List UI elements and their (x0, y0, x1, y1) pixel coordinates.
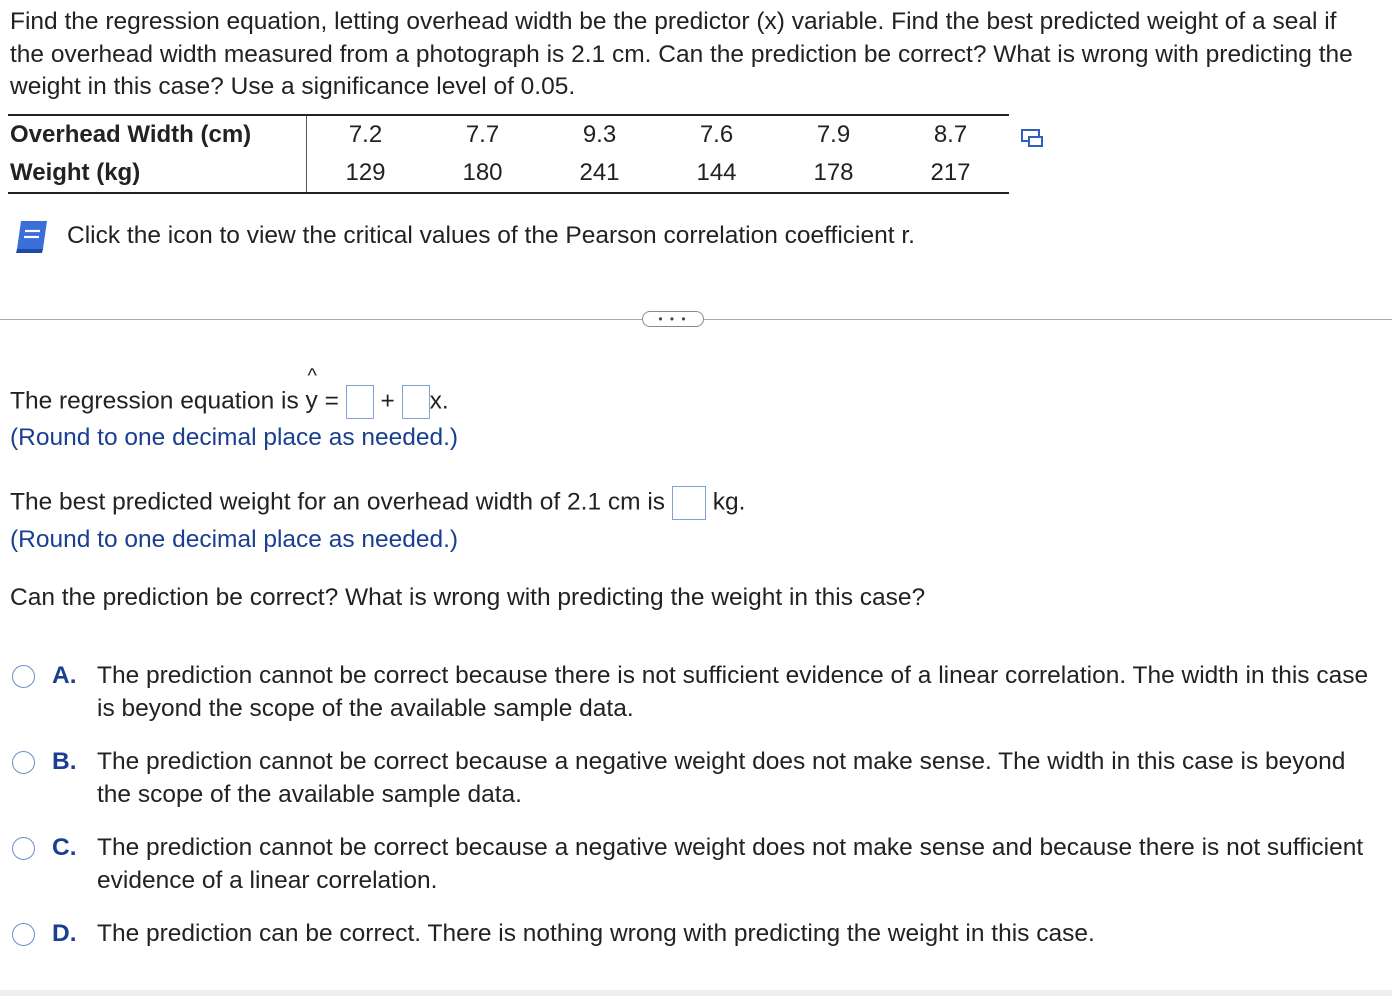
width-value: 7.6 (658, 115, 775, 154)
width-value: 8.7 (892, 115, 1009, 154)
option-d[interactable] (12, 918, 1372, 951)
book-icon[interactable] (12, 216, 52, 256)
info-text: Click the icon to view the critical values of the Pearson correlation coefficient r. (67, 222, 915, 249)
intercept-input[interactable] (346, 385, 374, 419)
data-table (8, 114, 1009, 194)
radio-b[interactable] (12, 751, 35, 774)
prediction-hint: (Round to one decimal place as needed.) (10, 526, 459, 553)
option-letter: D. (52, 920, 77, 947)
weight-value: 178 (775, 154, 892, 193)
weight-value: 144 (658, 154, 775, 193)
bottom-scroll-strip (0, 990, 1392, 996)
hat-symbol: ^ (307, 365, 317, 388)
radio-c[interactable] (12, 837, 35, 860)
option-text: The prediction cannot be correct because a negative weight does not make sense. The width in this case is beyond the scope of the available sample data. (97, 748, 1346, 808)
width-value: 9.3 (541, 115, 658, 154)
plus-sign: + (380, 387, 395, 415)
width-value: 7.2 (307, 115, 425, 154)
regression-line (10, 365, 449, 419)
row-label-weight: Weight (kg) (8, 154, 307, 193)
prediction-line (10, 486, 745, 520)
option-c[interactable] (12, 832, 1372, 897)
radio-a[interactable] (12, 665, 35, 688)
x-suffix: x. (429, 387, 449, 415)
weight-value: 180 (424, 154, 541, 193)
table-row-weight (8, 154, 1009, 193)
slope-input[interactable] (402, 385, 430, 419)
predicted-weight-input[interactable] (672, 486, 706, 520)
prediction-unit: kg. (712, 488, 746, 516)
option-b[interactable] (12, 746, 1372, 811)
followup-question: Can the prediction be correct? What is wrong with predicting the weight in this case? (10, 584, 926, 611)
more-options-button[interactable]: • • • (642, 311, 704, 327)
option-letter: A. (52, 662, 77, 689)
weight-value: 241 (541, 154, 658, 193)
option-text: The prediction cannot be correct because a negative weight does not make sense and because there is not sufficient evidence of a linear correlation. (97, 834, 1364, 894)
critical-values-info (12, 216, 915, 256)
copy-data-icon[interactable] (1021, 128, 1045, 148)
radio-d[interactable] (12, 923, 35, 946)
regression-hint: (Round to one decimal place as needed.) (10, 424, 459, 451)
question-text: Find the regression equation, letting overhead width be the predictor (x) variable. Find the best predicted weight of a seal if the overhead width measured from a photograph is 2.1 cm. Can the prediction be correct? What is wrong with predicting the weight in this case? Use a significance level of 0.05. (10, 8, 1353, 100)
answer-options (12, 660, 1372, 972)
option-text: The prediction cannot be correct because there is not sufficient evidence of a linear correlation. The width in this case is beyond the scope of the available sample data. (97, 662, 1369, 722)
prediction-prefix: The best predicted weight for an overhead width of 2.1 cm is (10, 488, 666, 516)
table-row-width (8, 115, 1009, 154)
equals-sign: = (324, 387, 339, 415)
option-text: The prediction can be correct. There is nothing wrong with predicting the weight in this case. (97, 920, 1095, 947)
regression-prefix: The regression equation is (10, 387, 299, 415)
width-value: 7.7 (424, 115, 541, 154)
option-letter: B. (52, 748, 77, 775)
weight-value: 129 (307, 154, 425, 193)
y-symbol: y (305, 387, 318, 415)
option-letter: C. (52, 834, 77, 861)
row-label-width: Overhead Width (cm) (8, 115, 307, 154)
width-value: 7.9 (775, 115, 892, 154)
weight-value: 217 (892, 154, 1009, 193)
y-hat-symbol (305, 365, 318, 415)
option-a[interactable] (12, 660, 1372, 725)
